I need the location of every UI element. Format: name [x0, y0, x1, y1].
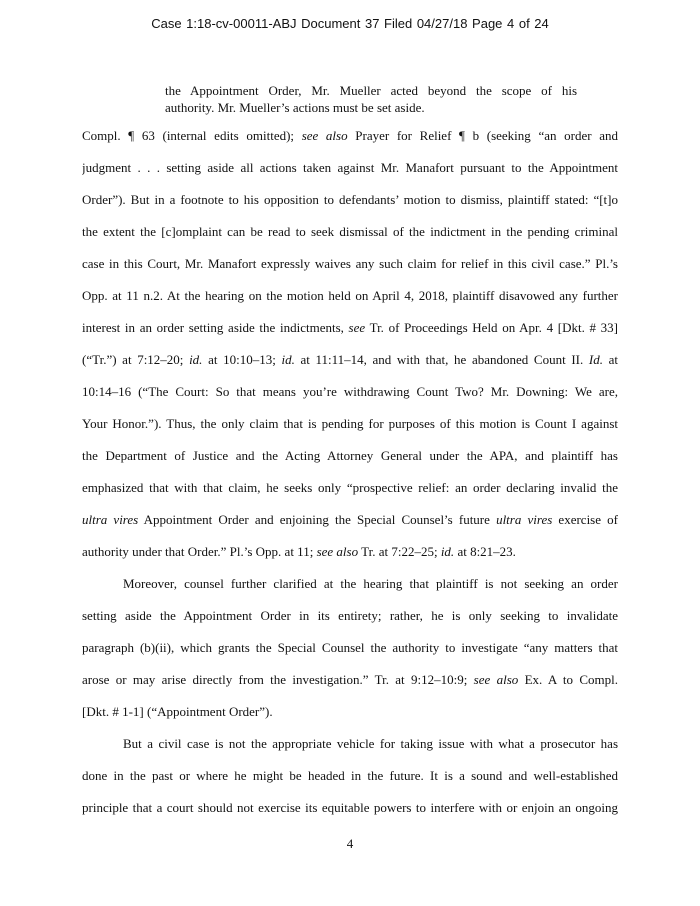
body-line: arose or may arise directly from the investigation.” Tr. at 9:12–10:9; see also Ex. A to Compl.	[82, 672, 618, 687]
block-quote	[165, 82, 577, 116]
body-line: emphasized that with that claim, he seeks only “prospective relief: an order declaring invalid the	[82, 480, 618, 495]
body-line: Moreover, counsel further clarified at the hearing that plaintiff is not seeking an order	[123, 576, 618, 591]
body-line: done in the past or where he might be headed in the future. It is a sound and well-established	[82, 768, 618, 783]
body-line: But a civil case is not the appropriate vehicle for taking issue with what a prosecutor has	[123, 736, 618, 751]
body-line: interest in an order setting aside the indictments, see Tr. of Proceedings Held on Apr. 4 [Dkt. # 33]	[82, 320, 618, 335]
body-line: (“Tr.”) at 7:12–20; id. at 10:10–13; id. at 11:11–14, and with that, he abandoned Count II. Id. at	[82, 352, 618, 367]
body-line: paragraph (b)(ii), which grants the Special Counsel the authority to investigate “any matters that	[82, 640, 618, 655]
body-line: setting aside the Appointment Order in its entirety; rather, he is only seeking to invalidate	[82, 608, 618, 623]
quote-line: authority. Mr. Mueller’s actions must be set aside.	[165, 100, 425, 115]
body-line: Your Honor.”). Thus, the only claim that is pending for purposes of this motion is Count I against	[82, 416, 618, 431]
body-line: Order”). But in a footnote to his opposition to defendants’ motion to dismiss, plaintiff stated: “[t]o	[82, 192, 618, 207]
body-line: the Department of Justice and the Acting Attorney General under the APA, and plaintiff has	[82, 448, 618, 463]
body-line: case in this Court, Mr. Manafort expressly waives any such claim for relief in this civil case.” Pl.’s	[82, 256, 618, 271]
page-number: 4	[346, 836, 354, 851]
body-line: judgment . . . setting aside all actions taken against Mr. Manafort pursuant to the Appointment	[82, 160, 618, 175]
body-line: ultra vires Appointment Order and enjoining the Special Counsel’s future ultra vires exercise of	[82, 512, 618, 527]
body-line: authority under that Order.” Pl.’s Opp. at 11; see also Tr. at 7:22–25; id. at 8:21–23.	[82, 544, 516, 559]
body-line: 10:14–16 (“The Court: So that means you’re withdrawing Count Two? Mr. Downing: We are,	[82, 384, 618, 399]
body-line: Compl. ¶ 63 (internal edits omitted); see also Prayer for Relief ¶ b (seeking “an order and	[82, 128, 618, 143]
case-header: Case 1:18-cv-00011-ABJ Document 37 Filed 04/27/18 Page 4 of 24	[151, 16, 549, 31]
body-line: principle that a court should not exercise its equitable powers to interfere with or enjoin an ongoing	[82, 800, 618, 815]
body-line: [Dkt. # 1-1] (“Appointment Order”).	[82, 704, 273, 719]
body-line: the extent the [c]omplaint can be read to seek dismissal of the indictment in the pending criminal	[82, 224, 618, 239]
quote-line: the Appointment Order, Mr. Mueller acted beyond the scope of his	[165, 83, 577, 98]
body-line: Opp. at 11 n.2. At the hearing on the motion held on April 4, 2018, plaintiff disavowed any further	[82, 288, 618, 303]
